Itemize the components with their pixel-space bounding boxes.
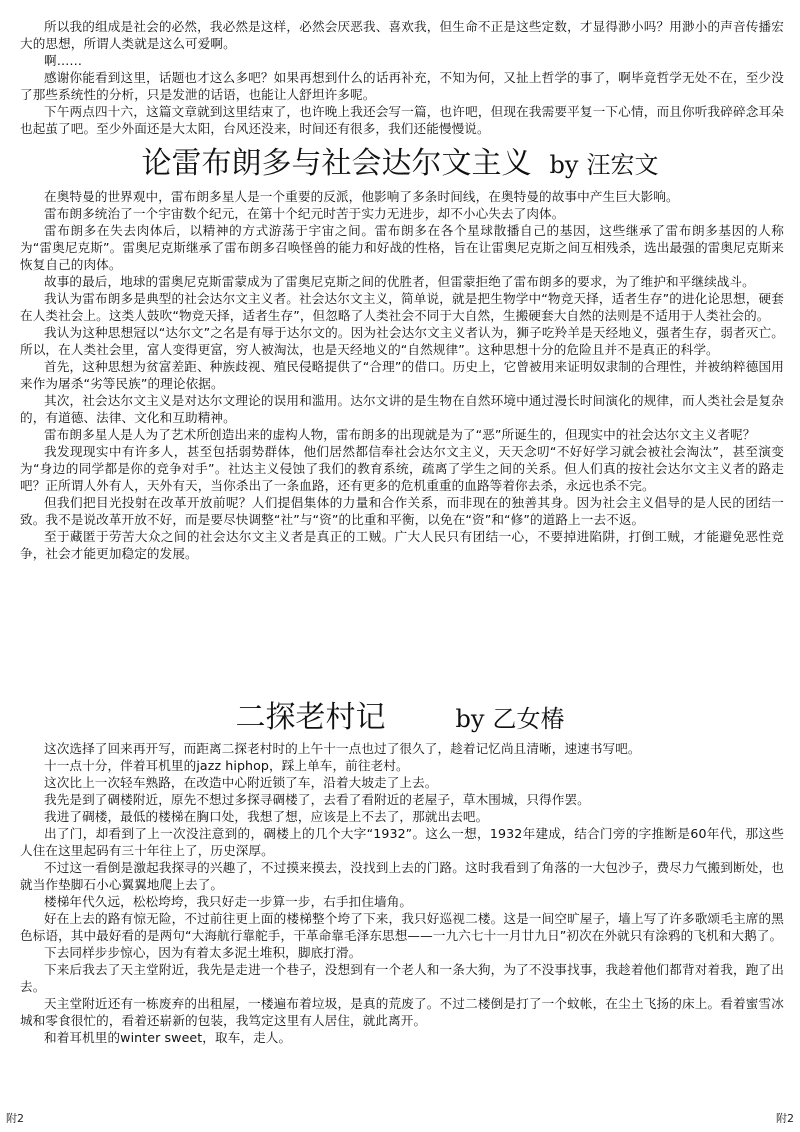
article2-title-line <box>0 700 800 737</box>
article1-paragraph: 我认为雷布朗多是典型的社会达尔文主义者。社会达尔文主义，简单说，就是把生物学中“物竞天择，适者生存”的进化论思想，硬套在人类社会上。这类人鼓吹“物竞天择，适者生存”，但忽略了人类社会不同于大自然，生搬硬套大自然的法则是不适用于人类社会的。 <box>20 291 784 323</box>
article1-title: 论雷布朗多与社会达尔文主义 <box>141 146 532 181</box>
article2-paragraph: 这次选择了回来再开写，而距离二探老村时的上午十一点也过了很久了，趁着记忆尚且清晰，速速书写吧。 <box>44 741 641 756</box>
article1-paragraph: 在奥特曼的世界观中，雷布朗多星人是一个重要的反派，他影响了多条时间线，在奥特曼的故事中产生巨大影响。 <box>44 189 679 204</box>
article2-title: 二探老村记 <box>235 700 386 735</box>
article1-paragraph: 但我们把目光投射在改革开放前呢？人们提倡集体的力量和合作关系，而非现在的独善其身。因为社会主义倡导的是人民的团结一致。我不是说改革开放不好，而是要尽快调整“社”与“资”的比重和平衡，以免在“资”和“修”的道路上一去不返。 <box>20 495 784 527</box>
article1-author: 汪宏文 <box>586 151 659 179</box>
article1-title-line <box>0 146 800 183</box>
intro-paragraph: 感谢你能看到这里，话题也才这么多吧？如果再想到什么的话再补充，不知为何，又扯上哲学的事了，啊毕竟哲学无处不在，至少没了那些系统性的分析，只是发泄的话语，也能让人舒坦许多呢。 <box>20 70 784 102</box>
article1-paragraph: 我认为这种思想冠以“达尔文”之名是有辱于达尔文的。因为社会达尔文主义者认为，狮子吃羚羊是天经地义，强者生存，弱者灭亡。所以，在人类社会里，富人变得更富，穷人被淘汰，也是天经地义的“自然规律”。这种思想十分的危险且并不是真正的科学。 <box>20 325 784 357</box>
article1-by: by <box>549 151 579 179</box>
article1-paragraph: 首先，这种思想为贫富差距、种族歧视、殖民侵略提供了“合理”的借口。历史上，它曾被用来证明奴隶制的合理性，并被纳粹德国用来作为屠杀“劣等民族”的理论依据。 <box>20 359 784 391</box>
article2-paragraph: 下来后我去了天主堂附近，我先是走进一个巷子，没想到有一个老人和一条大狗，为了不没事找事，我趁着他们都背对着我，跑了出去。 <box>20 962 784 994</box>
article2-paragraph: 我先是到了碉楼附近，原先不想过多探寻碉楼了，去看了看附近的老屋子，草木围城，只得作罢。 <box>44 792 590 807</box>
article1-paragraph: 雷布朗多星人是人为了艺术所创造出来的虚构人物，雷布朗多的出现就是为了“恶”所诞生的，但现实中的社会达尔文主义者呢？ <box>44 427 756 442</box>
article2-paragraph: 出了门，却看到了上一次没注意到的，碉楼上的几个大字“1932”。这么一想，1932年建成，结合门旁的字推断是60年代，那这些人住在这里起码有三十年往上了，历史深厚。 <box>20 826 784 858</box>
article1-paragraph: 其次，社会达尔文主义是对达尔文理论的误用和滥用。达尔文讲的是生物在自然环境中通过漫长时间演化的规律，而人类社会是复杂的，有道德、法律、文化和互助精神。 <box>20 393 784 425</box>
article2-body <box>20 740 784 1046</box>
article2-paragraph: 下去同样步步惊心，因为有着太多泥土堆积，脚底打滑。 <box>44 945 362 960</box>
article2-paragraph: 这次比上一次轻车熟路，在改造中心附近锁了车，沿着大坡走了上去。 <box>44 775 438 790</box>
intro-section <box>20 18 784 137</box>
article1-paragraph: 雷布朗多在失去肉体后，以精神的方式游荡于宇宙之间。雷布朗多在各个星球散播自己的基因，这些继承了雷布朗多基因的人称为“雷奥尼克斯”。雷奥尼克斯继承了雷布朗多召唤怪兽的能力和好战的性格，旨在让雷奥尼克斯之间互相残杀，选出最强的雷奥尼克斯来恢复自己的肉体。 <box>20 223 784 272</box>
footer-left: 附2 <box>6 1112 24 1125</box>
intro-paragraph: 所以我的组成是社会的必然，我必然是这样，必然会厌恶我、喜欢我，但生命不正是这些定数，才显得渺小吗？用渺小的声音传播宏大的思想，所谓人类就是这么可爱啊。 <box>20 19 784 51</box>
article2-paragraph: 我进了碉楼，最低的楼梯在胸口处，我想了想，应该是上不去了，那就出去吧。 <box>44 809 489 824</box>
intro-paragraph: 下午两点四十六，这篇文章就到这里结束了，也许晚上我还会写一篇，也许吧，但现在我需要平复一下心情，而且你听我碎碎念耳朵也起茧了吧。至少外面还是大太阳，台风还没来，时间还有很多，我们还能慢慢说。 <box>20 104 784 136</box>
article1-paragraph: 至于藏匿于劳苦大众之间的社会达尔文主义者是真正的工贼。广大人民只有团结一心，不要掉进陷阱，打倒工贼，才能避免恶性竞争，社会才能更加稳定的发展。 <box>20 529 784 561</box>
article2-paragraph: 天主堂附近还有一栋废弃的出租屋，一楼遍布着垃圾，是真的荒废了。不过二楼倒是打了一个蚊帐，在尘土飞扬的床上。看着蜜雪冰城和零食很忙的，看着还崭新的包装，我笃定这里有人居住，就此离开。 <box>20 996 784 1028</box>
article1-body <box>20 188 784 562</box>
article2-paragraph: 楼梯年代久远，松松垮垮，我只好走一步算一步，右手扣住墙角。 <box>44 894 413 909</box>
article2-paragraph: 十一点十分，伴着耳机里的jazz hiphop，踩上单车，前往老村。 <box>44 758 409 773</box>
article2-author: 乙女椿 <box>492 705 565 733</box>
intro-paragraph: 啊…… <box>44 53 83 68</box>
article1-paragraph: 我发现现实中有许多人，甚至包括弱势群体，他们居然都信奉社会达尔文主义，天天念叨“不好好学习就会被社会淘汰”，甚至演变为“身边的同学都是你的竞争对手”。社达主义侵蚀了我们的教育系统，疏离了学生之间的关系。但人们真的按社会达尔文主义者的路走吧？正所谓人外有人，天外有天，当你杀出了一条血路，还有更多的危机重重的血路等着你去杀，永远也杀不完。 <box>20 444 784 493</box>
article1-paragraph: 故事的最后，地球的雷奥尼克斯雷蒙成为了雷奥尼克斯之间的优胜者，但雷蒙拒绝了雷布朗多的要求，为了维护和平继续战斗。 <box>44 274 755 289</box>
article2-paragraph: 好在上去的路有惊无险，不过前往更上面的楼梯整个垮了下来，我只好巡视二楼。这是一间空旷屋子，墙上写了许多歌颂毛主席的黑色标语，其中最好看的是两句“大海航行靠舵手，干革命靠毛泽东思想——一九六七十一月廿九日”初次在外就只有涂鸦的飞机和大鹅了。 <box>20 911 784 943</box>
article2-paragraph: 不过这一看倒是激起我探寻的兴趣了，不过摸来摸去，没找到上去的门路。这时我看到了角落的一大包沙子，费尽力气搬到断处，也就当作垫脚石小心翼翼地爬上去了。 <box>20 860 784 892</box>
article1-paragraph: 雷布朗多统治了一个宇宙数个纪元，在第十个纪元时苦于实力无进步，却不小心失去了肉体。 <box>44 206 565 221</box>
footer-right: 附2 <box>776 1112 794 1125</box>
article2-by: by <box>455 705 485 733</box>
article2-paragraph: 和着耳机里的winter sweet，取车，走人。 <box>44 1030 292 1045</box>
